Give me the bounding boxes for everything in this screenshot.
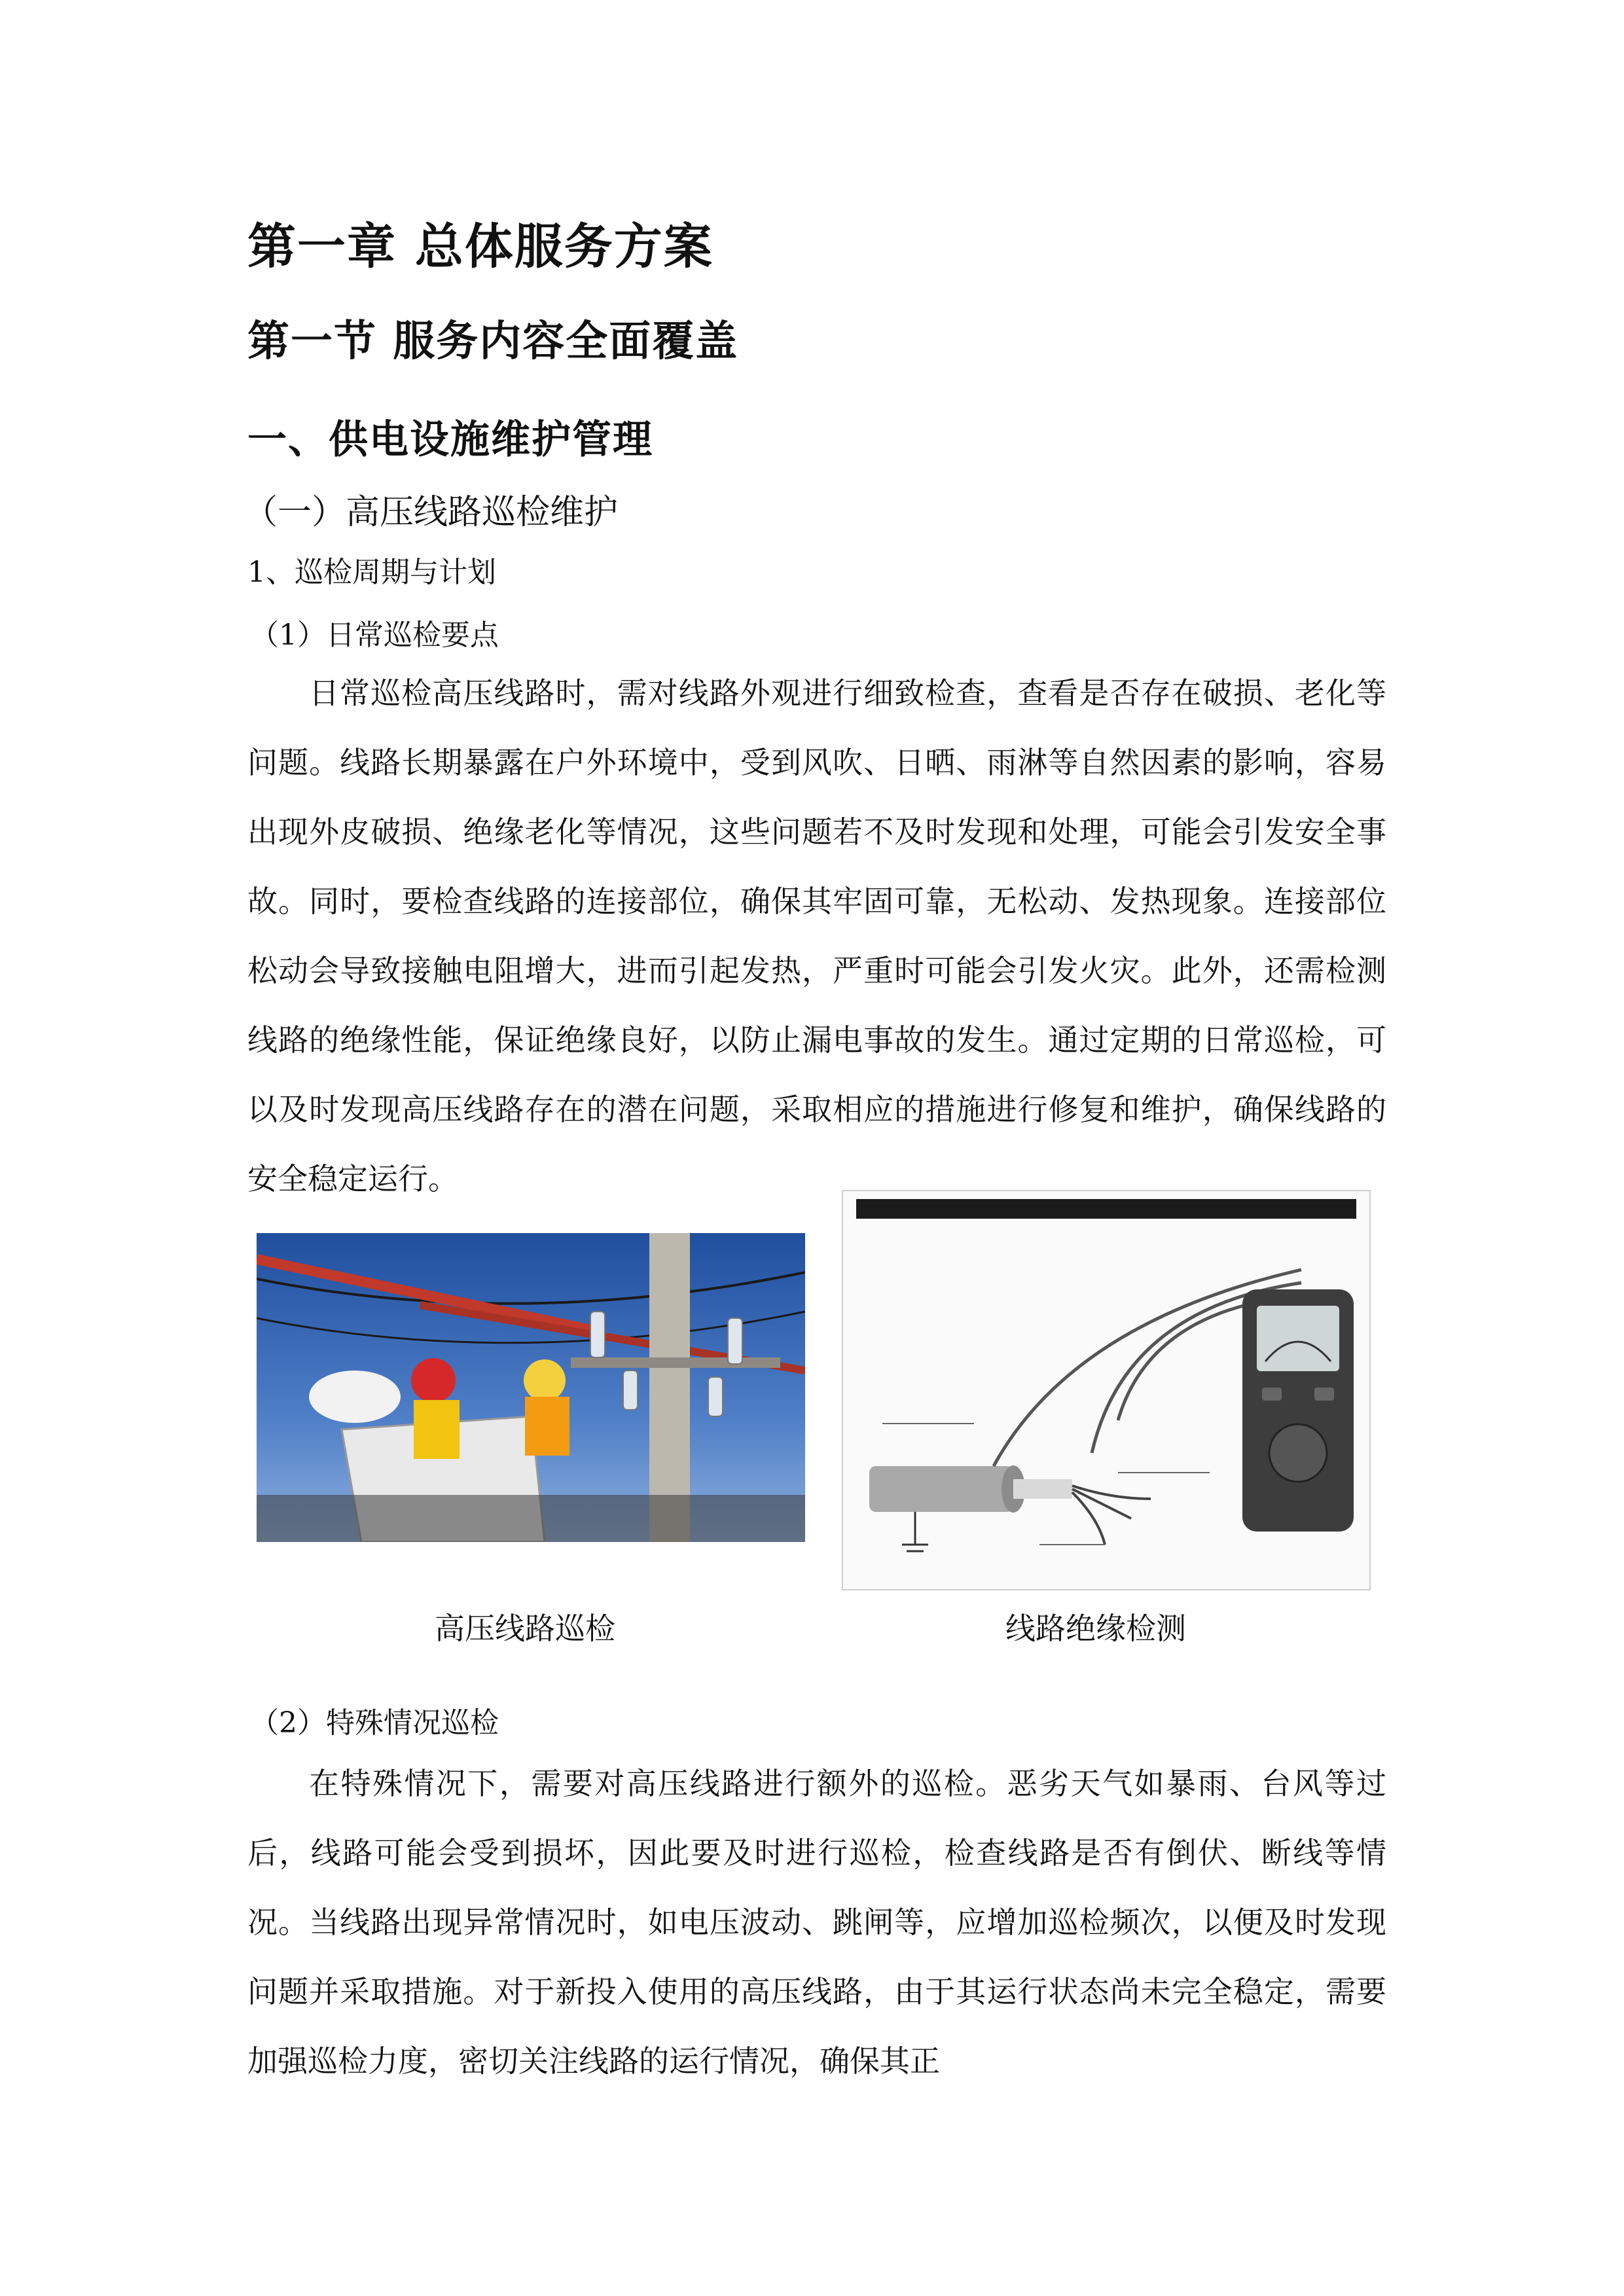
point2-paragraph: 在特殊情况下，需要对高压线路进行额外的巡检。恶劣天气如暴雨、台风等过后，线路可能会受到损坏，因此要及时进行巡检，检查线路是否有倒伏、断线等情况。当线路出现异常情况时，如电压波动、跳闸等，应增加巡检频次，以便及时发现问题并采取措施。对于新投入使用的高压线路，由于其运行状态尚未完全稳定，需要加强巡检力度，密切关注线路的运行情况，确保其正 — [247, 1766, 1386, 2079]
figure2-caption: 线路绝缘检测 — [1005, 1611, 1186, 1646]
item-title: 1、巡检周期与计划 — [247, 556, 496, 589]
point1-title: （1）日常巡检要点 — [250, 619, 499, 652]
point1-paragraph: 日常巡检高压线路时，需对线路外观进行细致检查，查看是否存在破损、老化等问题。线路长期暴露在户外环境中，受到风吹、日晒、雨淋等自然因素的影响，容易出现外皮破损、绝缘老化等情况，这些问题若不及时发现和处理，可能会引发安全事故。同时，要检查线路的连接部位，确保其牢固可靠，无松动、发热现象。连接部位松动会导致接触电阻增大，进而引起发热，严重时可能会引发火灾。此外，还需检测线路的绝缘性能，保证绝缘良好，以防止漏电事故的发生。通过定期的日常巡检，可以及时发现高压线路存在的潜在问题，采取相应的措施进行修复和维护，确保线路的安全稳定运行。 — [247, 675, 1386, 1196]
subsection-title: 一、供电设施维护管理 — [247, 417, 653, 463]
high-voltage-inspection-photo — [257, 1233, 805, 1542]
point2-title: （2）特殊情况巡检 — [250, 1706, 499, 1740]
chapter-title: 第一章 总体服务方案 — [247, 219, 713, 275]
sub-subsection-title: （一）高压线路巡检维护 — [244, 493, 619, 532]
section-title: 第一节 服务内容全面覆盖 — [247, 317, 739, 366]
figure1-caption: 高压线路巡检 — [435, 1611, 615, 1646]
insulation-test-diagram — [842, 1190, 1371, 1590]
